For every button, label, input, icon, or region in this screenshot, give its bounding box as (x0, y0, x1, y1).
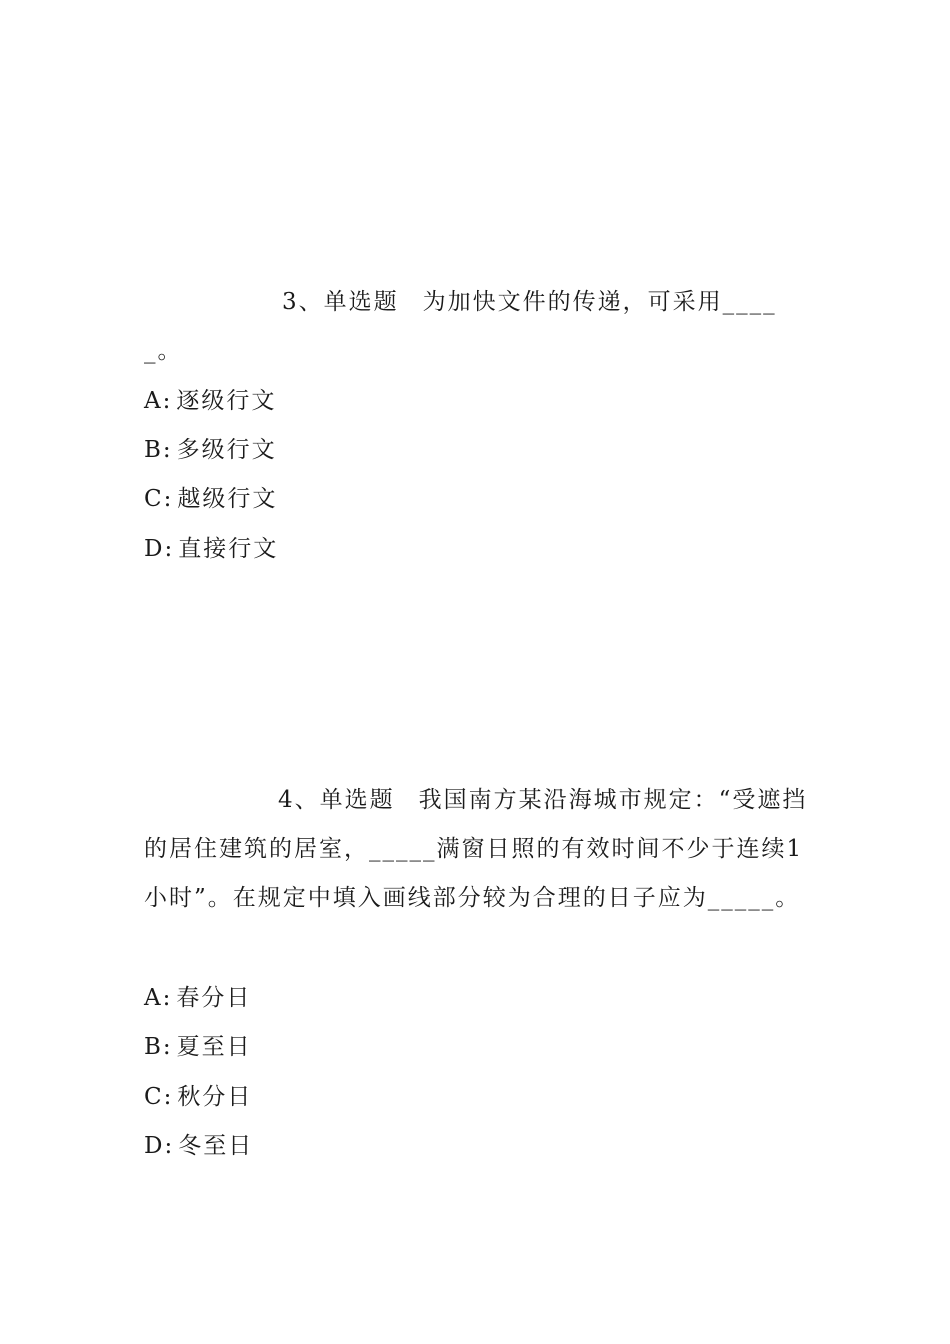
option-text: 多级行文 (176, 437, 277, 463)
question-4-option-d (144, 1131, 253, 1161)
question-3-option-a (144, 386, 276, 416)
question-3-number-type: 3、单选题 (282, 289, 399, 315)
question-4-option-c (144, 1082, 252, 1112)
question-4-stem (144, 776, 809, 923)
option-letter: D: (144, 536, 175, 562)
option-letter: D: (144, 1133, 175, 1159)
question-3-stem (144, 278, 809, 376)
question-4-number-type: 4、单选题 (278, 787, 395, 813)
option-text: 越级行文 (177, 486, 278, 512)
option-letter: A: (144, 985, 173, 1011)
option-letter: C: (144, 486, 174, 512)
option-text: 秋分日 (177, 1084, 253, 1110)
question-3-option-c (144, 484, 277, 514)
option-text: 夏至日 (176, 1034, 252, 1060)
option-letter: A: (144, 388, 173, 414)
question-4-option-a (144, 983, 251, 1013)
option-text: 直接行文 (178, 536, 279, 562)
question-3-option-b (144, 435, 277, 465)
option-letter: B: (144, 437, 173, 463)
question-4-option-b (144, 1032, 252, 1062)
option-text: 逐级行文 (176, 388, 277, 414)
option-letter: B: (144, 1034, 173, 1060)
question-4-prompt: 我国南方某沿海城市规定：“受遮挡的居住建筑的居室，_____满窗日照的有效时间不少于连续1小时”。在规定中填入画线部分较为合理的日子应为_____。 (144, 787, 808, 911)
option-letter: C: (144, 1084, 174, 1110)
question-3-prompt: 为加快文件的传递，可采用_____。 (144, 289, 777, 364)
question-3-option-d (144, 534, 278, 564)
option-text: 冬至日 (178, 1133, 254, 1159)
option-text: 春分日 (176, 985, 252, 1011)
